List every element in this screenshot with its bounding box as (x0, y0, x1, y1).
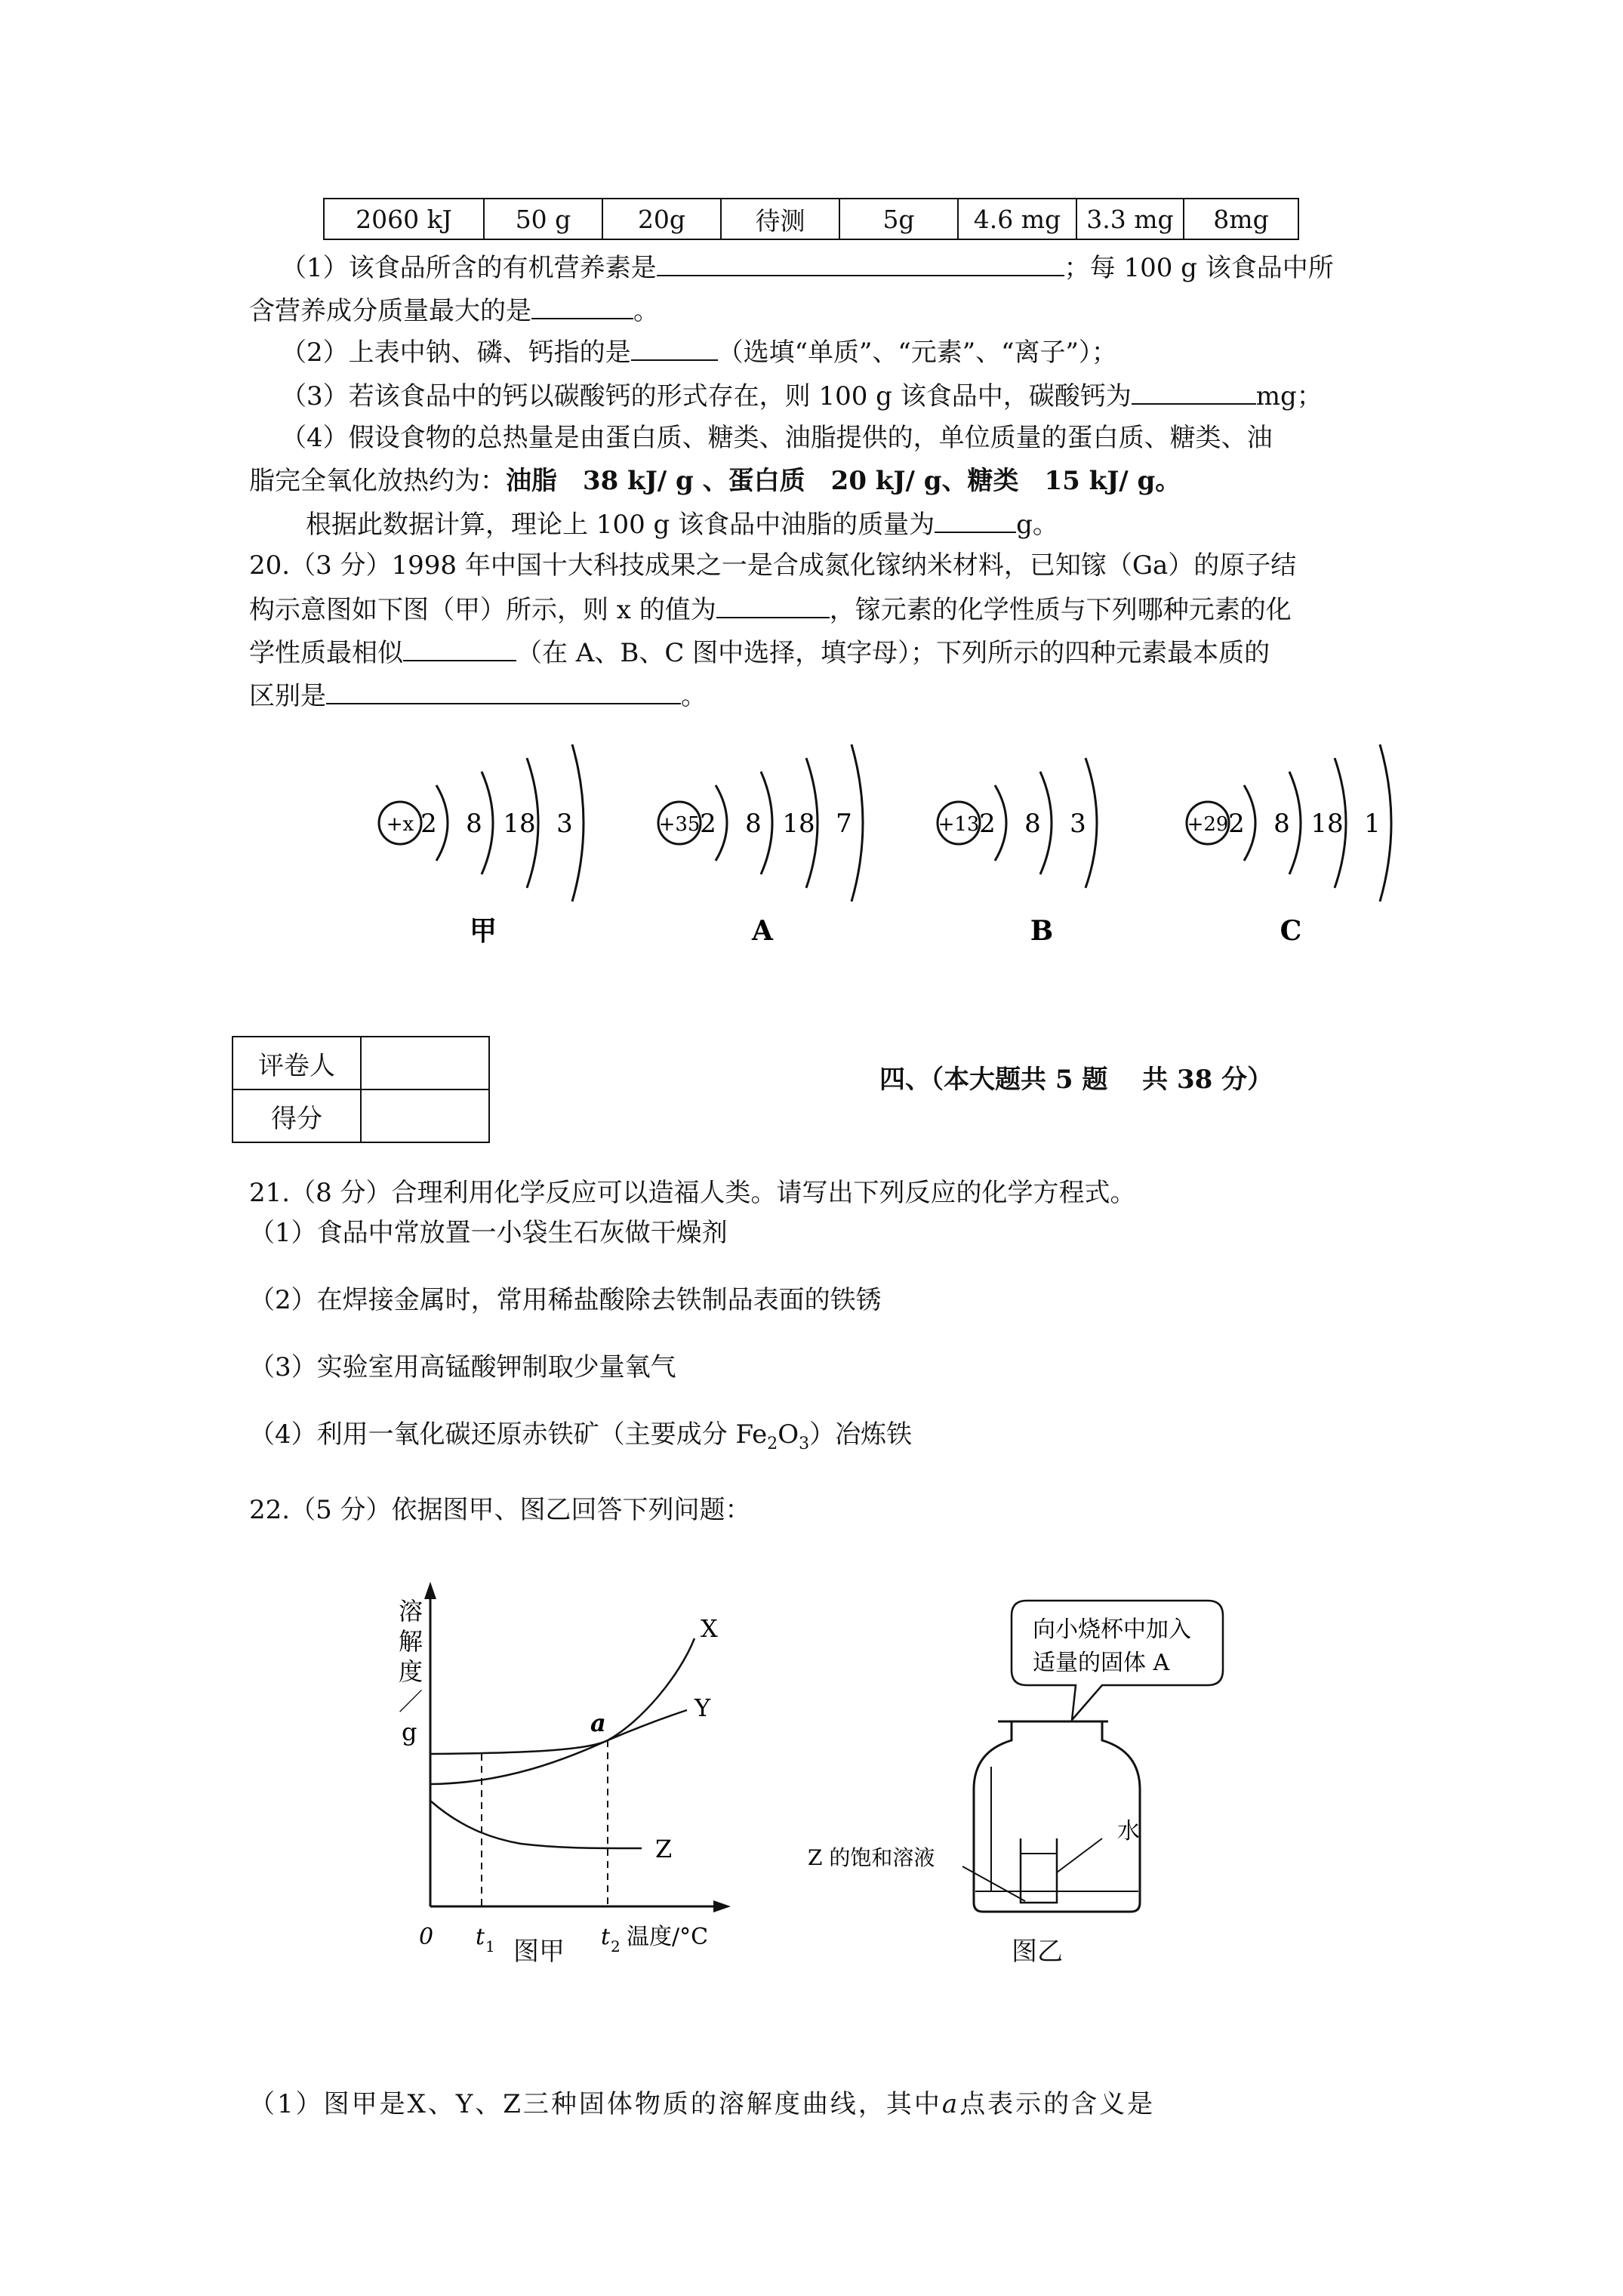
reviewer-field[interactable] (361, 1037, 489, 1089)
y-axis-arrow (424, 1582, 436, 1599)
table-cell: 20g (602, 199, 721, 239)
nutrition-table (323, 198, 1299, 240)
x-axis-arrow (713, 1900, 731, 1912)
q21-item: （1）食品中常放置一小袋生石灰做干燥剂 (249, 1218, 728, 1248)
atom-label: A (752, 915, 773, 947)
electron-count: 8 (466, 809, 482, 839)
ylabel-char: 溶 (399, 1597, 423, 1626)
electron-count: 3 (1070, 809, 1086, 839)
q21-item4-text-b: ）冶炼铁 (809, 1419, 913, 1450)
ylabel-char: 解 (399, 1627, 423, 1656)
section-header: 四、（本大题共 5 题 共 38 分） (879, 1065, 1273, 1095)
q19-part3 (281, 376, 1323, 415)
electron-shell (1289, 772, 1301, 874)
subscript: 2 (767, 1434, 778, 1453)
reviewer-label: 评卷人 (233, 1037, 361, 1089)
answer-blank (935, 504, 1016, 533)
ylabel-char: g (402, 1718, 417, 1746)
q19-p4-text-d: 根据此数据计算，理论上 100 g 该食品中油脂的质量为 (306, 510, 935, 540)
q22-part1 (249, 2085, 1155, 2123)
electron-shell (761, 772, 772, 874)
answer-blank (326, 676, 681, 704)
q22-part1-text: （1）图甲是X、Y、Z三种固体物质的溶解度曲线，其中 (249, 2089, 942, 2119)
q19-p1-text: （1）该食品所含的有机营养素是 (281, 253, 657, 283)
origin-label: 0 (419, 1924, 434, 1950)
electron-count: 7 (836, 809, 852, 839)
q22-title: 22.（5 分）依据图甲、图乙回答下列问题： (249, 1495, 751, 1525)
curve-z (430, 1801, 642, 1848)
electron-count: 1 (1364, 809, 1381, 839)
table-cell: 2060 kJ (324, 199, 484, 239)
table-cell: 4.6 mg (958, 199, 1076, 239)
q19-p2-text-b: （选填“单质”、“元素”、“离子”）； (717, 337, 1117, 368)
answer-blank (403, 633, 516, 661)
q22-part1-text-b: 点表示的含义是 (959, 2089, 1156, 2119)
electron-shell (1244, 785, 1255, 861)
electron-count: 8 (1024, 809, 1041, 839)
t2-label: t (601, 1924, 611, 1950)
score-box (232, 1036, 490, 1143)
t1-label: t (476, 1924, 485, 1950)
q19-p4-text-b: 脂完全氧化放热约为： (249, 466, 506, 496)
electron-count: 18 (1310, 809, 1344, 839)
table-row (324, 199, 1298, 239)
atom-diagrams (355, 740, 1427, 959)
q21-title: 21.（8 分）合理利用化学反应可以造福人类。请写出下列反应的化学方程式。 (249, 1178, 1136, 1208)
q20-line2 (249, 590, 1292, 629)
atom-label: B (1030, 915, 1054, 947)
table-cell: 50 g (484, 199, 602, 239)
q19-p1-text-b: ；每 100 g 该食品中所 (1064, 253, 1334, 283)
q21-item: （2）在焊接金属时，常用稀盐酸除去铁制品表面的铁锈 (249, 1285, 882, 1315)
answer-blank (631, 332, 718, 361)
q19-part4-line1: （4）假设食物的总热量是由蛋白质、糖类、油脂提供的，单位质量的蛋白质、糖类、油 (281, 423, 1273, 453)
table-cell: 3.3 mg (1076, 199, 1184, 239)
atom-label: 甲 (469, 915, 497, 947)
electron-shell (1040, 772, 1052, 874)
nucleus-charge: +13 (938, 813, 980, 836)
xlabel: 温度/°C (627, 1924, 709, 1950)
curve-x (430, 1638, 694, 1754)
q21-item4-text: （4）利用一氧化碳还原赤铁矿（主要成分 Fe (249, 1419, 768, 1450)
table-cell: 8mg (1184, 199, 1298, 239)
answer-blank (1132, 376, 1256, 405)
electron-count: 2 (700, 809, 716, 839)
q19-p1-text-d: 。 (633, 296, 659, 326)
q20-line4 (249, 676, 707, 715)
q20-text-b: ，镓元素的化学性质与下列哪种元素的化 (829, 595, 1292, 625)
q20-text-d: （在 A、B、C 图中选择，填字母）；下列所示的四种元素最本质的 (516, 638, 1270, 668)
answer-blank (716, 590, 830, 618)
electron-count: 2 (1228, 809, 1245, 839)
curve-label-z: Z (655, 1835, 673, 1863)
q19-p3-text-b: mg； (1255, 381, 1323, 411)
electron-shell (1380, 744, 1391, 901)
q20-text-a: 构示意图如下图（甲）所示，则 x 的值为 (249, 595, 716, 625)
table-row (233, 1089, 489, 1142)
electron-count: 8 (745, 809, 762, 839)
electron-count: 18 (782, 809, 815, 839)
fig2-caption: 图乙 (1012, 1937, 1063, 1967)
electron-shell (482, 772, 493, 874)
electron-shell (572, 744, 584, 901)
q20-line3 (249, 633, 1270, 672)
solution-label: Z 的饱和溶液 (808, 1845, 935, 1870)
score-label: 得分 (233, 1089, 361, 1142)
q19-p2-text: （2）上表中钠、磷、钙指的是 (281, 337, 631, 368)
nucleus-charge: +x (386, 813, 414, 836)
ylabel-char: 度 (399, 1657, 423, 1686)
q19-p4-energy-values: 油脂 38 kJ/ g 、蛋白质 20 kJ/ g、糖类 15 kJ/ g。 (506, 466, 1181, 496)
electron-shell (852, 744, 863, 901)
q20-text-f: 。 (681, 681, 707, 711)
ylabel-char: ／ (399, 1687, 423, 1716)
solubility-graph (362, 1578, 785, 1971)
answer-blank (657, 248, 1064, 276)
electron-shell (716, 785, 727, 861)
q20-text-e: 区别是 (249, 681, 326, 711)
fig1-caption: 图甲 (513, 1937, 565, 1967)
atom-label: C (1280, 915, 1302, 947)
curve-label-x: X (701, 1614, 718, 1643)
q20-text-c: 学性质最相似 (249, 638, 403, 668)
curve-y (430, 1710, 687, 1784)
electron-shell (436, 785, 448, 861)
q19-part1-line2 (249, 291, 659, 330)
nucleus-charge: +35 (658, 813, 701, 836)
table-row (233, 1037, 489, 1089)
electron-count: 18 (503, 809, 536, 839)
electron-count: 3 (556, 809, 573, 839)
q19-part2 (281, 332, 1117, 371)
electron-count: 2 (420, 809, 437, 839)
subscript: 3 (799, 1434, 810, 1453)
electron-count: 8 (1273, 809, 1290, 839)
bubble-text-1: 向小烧杯中加入 (1033, 1616, 1191, 1643)
q19-p3-text: （3）若该食品中的钙以碳酸钙的形式存在，则 100 g 该食品中，碳酸钙为 (281, 381, 1132, 411)
electron-count: 2 (979, 809, 996, 839)
q21-item4-text-mid: O (778, 1419, 799, 1450)
water-leader (1057, 1838, 1102, 1872)
q19-part4-line3 (306, 504, 1058, 544)
water-label: 水 (1117, 1818, 1140, 1845)
q20-line1: 20.（3 分）1998 年中国十大科技成果之一是合成氮化镓纳米材料，已知镓（Ga）的原子结 (249, 550, 1297, 581)
score-field[interactable] (361, 1089, 489, 1142)
q19-part4-line2 (249, 462, 1181, 500)
table-cell: 5g (839, 199, 958, 239)
electron-shell (1086, 758, 1097, 888)
q19-p1-text-c: 含营养成分质量最大的是 (249, 296, 531, 326)
bubble-text-2: 适量的固体 A (1033, 1650, 1170, 1676)
t2-subscript: 2 (611, 1937, 621, 1955)
answer-blank (531, 291, 633, 319)
point-a-ref: a (941, 2089, 960, 2119)
q19-part1-line1 (281, 248, 1334, 287)
q21-item: （3）实验室用高锰酸钾制取少量氧气 (249, 1352, 676, 1382)
curve-label-y: Y (694, 1693, 711, 1722)
q21-item (249, 1416, 912, 1463)
table-cell: 待测 (721, 199, 839, 239)
solution-leader (962, 1866, 1025, 1901)
t1-subscript: 1 (485, 1937, 495, 1955)
q19-p4-text-e: g。 (1016, 510, 1058, 540)
electron-shell (995, 785, 1006, 861)
point-a-label: a (590, 1709, 606, 1737)
apparatus-figure (785, 1586, 1313, 1925)
nucleus-charge: +29 (1187, 813, 1229, 836)
small-beaker (1021, 1838, 1057, 1903)
